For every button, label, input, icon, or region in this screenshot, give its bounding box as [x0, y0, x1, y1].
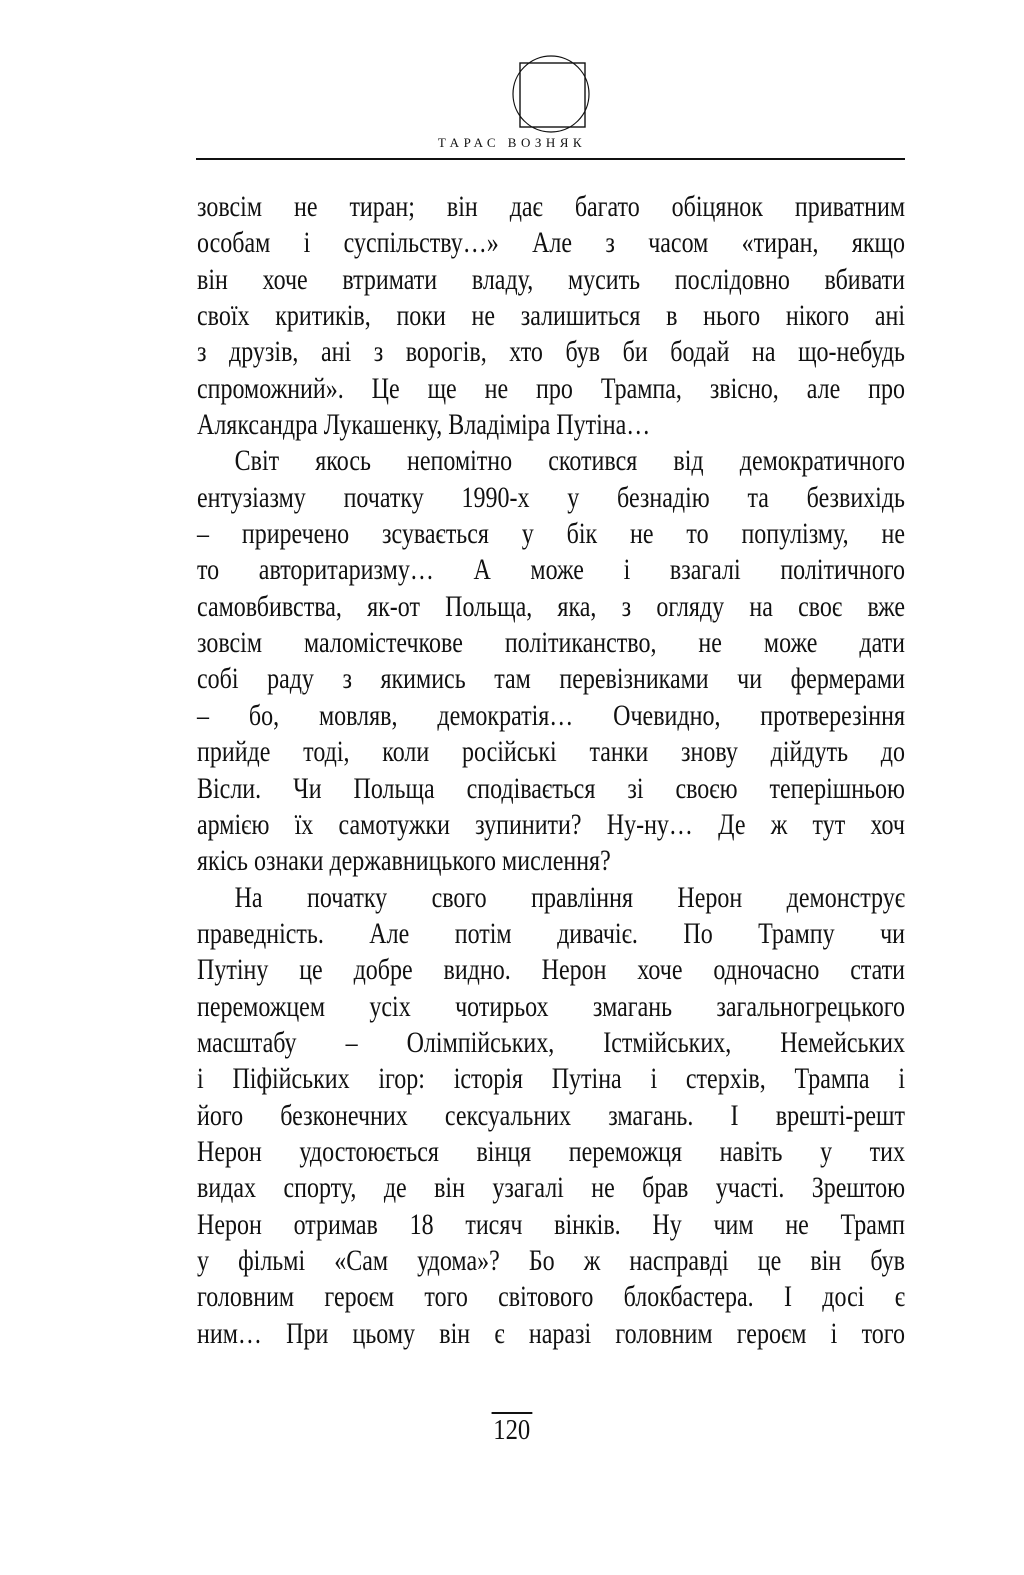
text-line-content: Нерон удостоюється вінця переможця навіть у тих [197, 1134, 905, 1168]
text-line [197, 661, 905, 697]
text-line [197, 1134, 905, 1170]
page-number-text: 120 [493, 1414, 531, 1446]
text-line-content: ним… При цьому він є наразі головним героєм і того [197, 1316, 905, 1350]
text-line [197, 1316, 905, 1352]
text-line-content: Вісли. Чи Польща сподівається зі своєю теперішньою [197, 771, 905, 805]
text-line-content: і Піфійських ігор: історія Путіна і стерхів, Трампа і [197, 1062, 905, 1096]
text-line [197, 1098, 905, 1134]
text-line [197, 771, 905, 807]
text-line-content: зовсім не тиран; він дає багато обіцянок приватним [197, 190, 905, 223]
text-line-content: собі раду з якимись там перевізниками чи фермерами [197, 662, 905, 696]
text-line [197, 589, 905, 625]
text-line [197, 480, 905, 516]
text-line-content: праведність. Але потім дивачіє. По Трампу чи [197, 916, 905, 950]
text-line [197, 734, 905, 770]
text-line [197, 989, 905, 1025]
text-line [197, 189, 905, 225]
body-text [197, 189, 905, 1352]
text-line-content: – бо, мовляв, демократія… Очевидно, протверезіння [197, 698, 905, 732]
text-line-content: Світ якось непомітно скотився від демократичного [234, 444, 906, 478]
text-line-content: На початку свого правління Нерон демонструє [234, 880, 906, 914]
text-line [197, 1025, 905, 1061]
text-line-content: у фільмі «Сам удома»? Бо ж насправді це він був [197, 1243, 905, 1277]
text-line-content: Путіну це добре видно. Нерон хоче одночасно стати [197, 953, 905, 987]
text-line-content: якісь ознаки державницького мислення? [197, 844, 611, 878]
text-line [197, 552, 905, 588]
text-line-content: спроможний». Це ще не про Трампа, звісно, але про [197, 371, 905, 405]
text-line-content: з друзів, ані з ворогів, хто був би бодай на що-небудь [197, 335, 905, 369]
running-header-author: ТАРАС ВОЗНЯК [437, 135, 587, 150]
text-line-content: Нерон отримав 18 тисяч вінків. Ну чим не Трамп [197, 1207, 905, 1241]
text-line-content: зовсім маломістечкове політиканство, не може дати [197, 626, 905, 660]
text-line [197, 807, 905, 843]
text-line [197, 843, 905, 879]
text-line [197, 443, 905, 479]
text-line [197, 1279, 905, 1315]
text-line-content: армією їх самотужки зупинити? Ну-ну… Де ж тут хоч [197, 807, 905, 841]
text-line-content: переможцем усіх чотирьох змагань загальногрецького [197, 989, 905, 1023]
text-line [197, 916, 905, 952]
text-line-content: самовбивства, як-от Польща, яка, з огляду на своє вже [197, 589, 905, 623]
text-line [197, 952, 905, 988]
text-line-content: він хоче втримати владу, мусить послідовно вбивати [197, 262, 905, 296]
text-line [197, 262, 905, 298]
text-line [197, 880, 905, 916]
text-line-content: – приречено зсувається у бік не то популізму, не [197, 517, 905, 551]
text-line-content: особам і суспільству…» Але з часом «тиран, якщо [197, 226, 905, 260]
text-line-content: ентузіазму початку 1990-х у безнадію та безвихідь [197, 480, 905, 514]
text-line [197, 371, 905, 407]
text-line [197, 1243, 905, 1279]
text-line [197, 1061, 905, 1097]
text-line-content: його безконечних сексуальних змагань. І врешті-решт [197, 1098, 905, 1132]
text-line [197, 516, 905, 552]
text-line [197, 334, 905, 370]
text-line [197, 1207, 905, 1243]
text-line [197, 698, 905, 734]
text-line-content: головним героєм того світового блокбастера. І досі є [197, 1280, 905, 1314]
text-line [197, 407, 905, 443]
header-rule [196, 158, 905, 160]
text-line [197, 225, 905, 261]
text-line-content: масштабу – Олімпійських, Істмійських, Немейських [197, 1025, 905, 1059]
text-line-content: своїх критиків, поки не залишиться в нього нікого ані [197, 299, 905, 333]
text-line [197, 298, 905, 334]
circle-square-logo-icon [508, 50, 596, 138]
text-line-content: то авторитаризму… А може і взагалі політичного [197, 553, 905, 587]
text-line [197, 625, 905, 661]
text-line-content: Аляксандра Лукашенку, Владіміра Путіна… [197, 408, 651, 442]
text-line-content: прийде тоді, коли російські танки знову дійдуть до [197, 735, 905, 769]
text-line-content: видах спорту, де він узагалі не брав участі. Зрештою [197, 1171, 905, 1205]
text-line [197, 1170, 905, 1206]
page-number [0, 1412, 1024, 1446]
